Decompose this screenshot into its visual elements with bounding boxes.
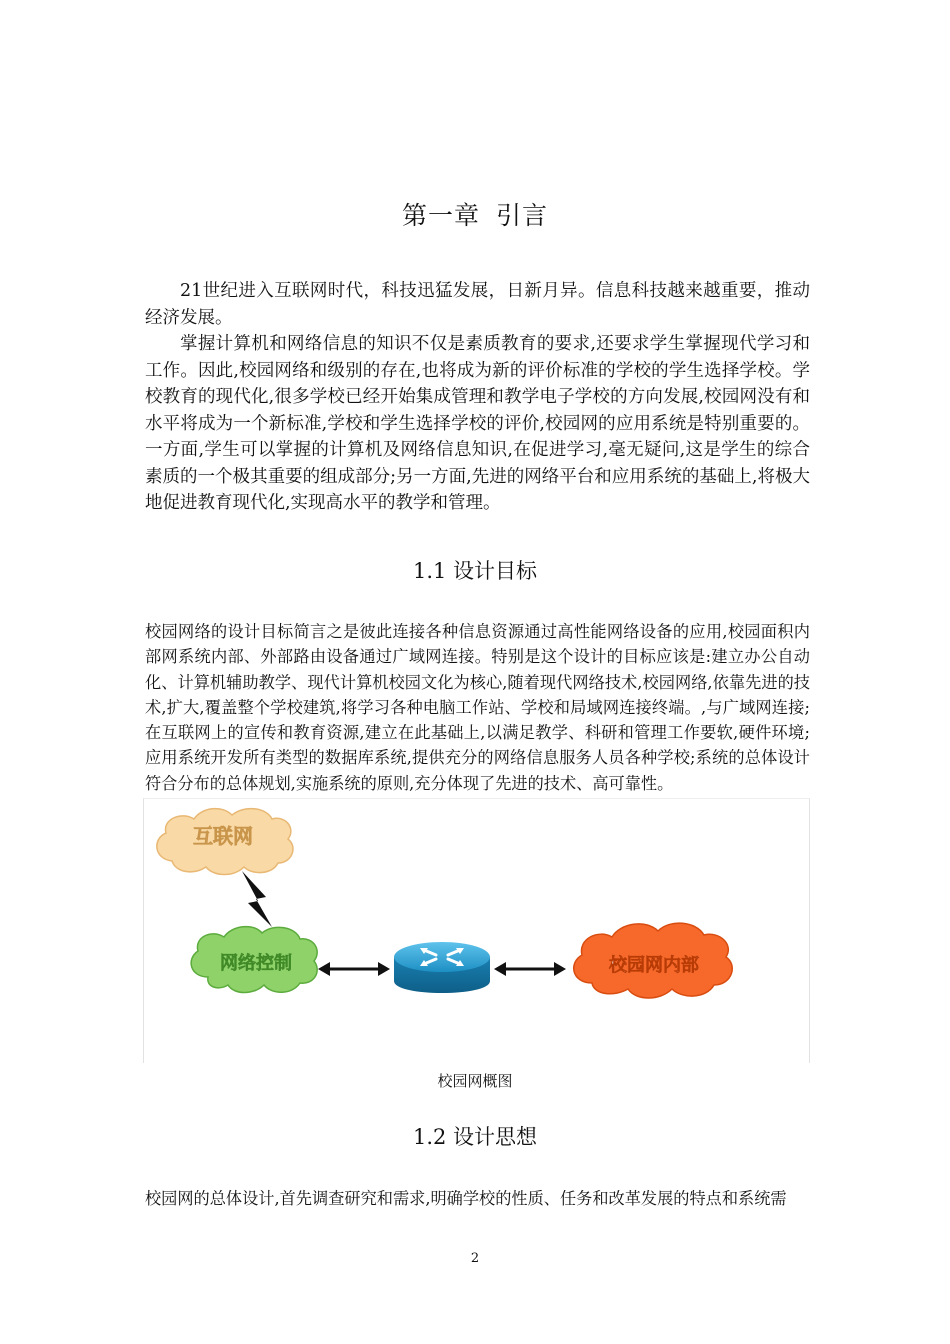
section-1-2-body: 校园网的总体设计,首先调查研究和需求,明确学校的性质、任务和改革发展的特点和系统需 — [145, 1189, 787, 1208]
figure-caption: 校园网概图 — [437, 1072, 513, 1090]
page-number: 2 — [470, 1251, 480, 1266]
link-arrow-control-router — [318, 962, 390, 976]
chapter-number: 第一章 — [401, 201, 480, 230]
intro-paragraph-1: 21世纪进入互联网时代，科技迅猛发展，日新月异。信息科技越来越重要，推动经济发展。 — [145, 281, 810, 328]
internet-label: 互联网 — [193, 824, 253, 848]
link-arrow-router-campus — [494, 962, 566, 976]
network-control-cloud — [191, 927, 317, 993]
network-control-label: 网络控制 — [220, 953, 292, 974]
campus-internal-label: 校园网内部 — [609, 955, 699, 976]
intro-paragraph-2: 掌握计算机和网络信息的知识不仅是素质教育的要求,还要求学生掌握现代学习和工作。因此,校园网络和级别的存在,也将成为新的评价标准的学校的学生选择学校。学校教育的现代化,很多学校已经开始集成管理和教学电子学校的方向发展,校园网没有和水平将成为一个新标准,学校和学生选择学校的评价,校园网的应用系统是特别重要的。一方面,学生可以掌握的计算机及网络信息知识,在促进学习,毫无疑问,这是学生的综合素质的一个极其重要的组成部分;另一方面,先进的网络平台和应用系统的基础上,将极大地促进教育现代化,实现高水平的教学和管理。 — [145, 334, 810, 513]
router-icon — [394, 942, 490, 993]
internet-cloud — [157, 809, 293, 875]
chapter-heading — [0, 196, 950, 232]
section-heading-1-1: 1.1 设计目标 — [412, 559, 538, 583]
campus-internal-cloud — [574, 923, 733, 998]
section-heading-1-2: 1.2 设计思想 — [412, 1125, 538, 1149]
section-1-1-body: 校园网络的设计目标简言之是彼此连接各种信息资源通过高性能网络设备的应用,校园面积内部网系统内部、外部路由设备通过广域网连接。特别是这个设计的目标应该是:建立办公自动化、计算机辅助教学、现代计算机校园文化为核心,随着现代网络技术,校园网络,依靠先进的技术,扩大,覆盖整个学校建筑,将学习各种电脑工作站、学校和局域网连接终端。,与广域网连接;在互联网上的宣传和教育资源,建立在此基础上,以满足教学、科研和管理工作要软,硬件环境;应用系统开发所有类型的数据库系统,提供充分的网络信息服务人员各种学校;系统的总体设计符合分布的总体规划,实施系统的原则,充分体现了先进的技术、高可靠性。 — [145, 622, 810, 793]
chapter-title-text: 引言 — [496, 201, 549, 230]
campus-network-diagram — [143, 798, 810, 1063]
wireless-link-icon — [242, 871, 272, 927]
